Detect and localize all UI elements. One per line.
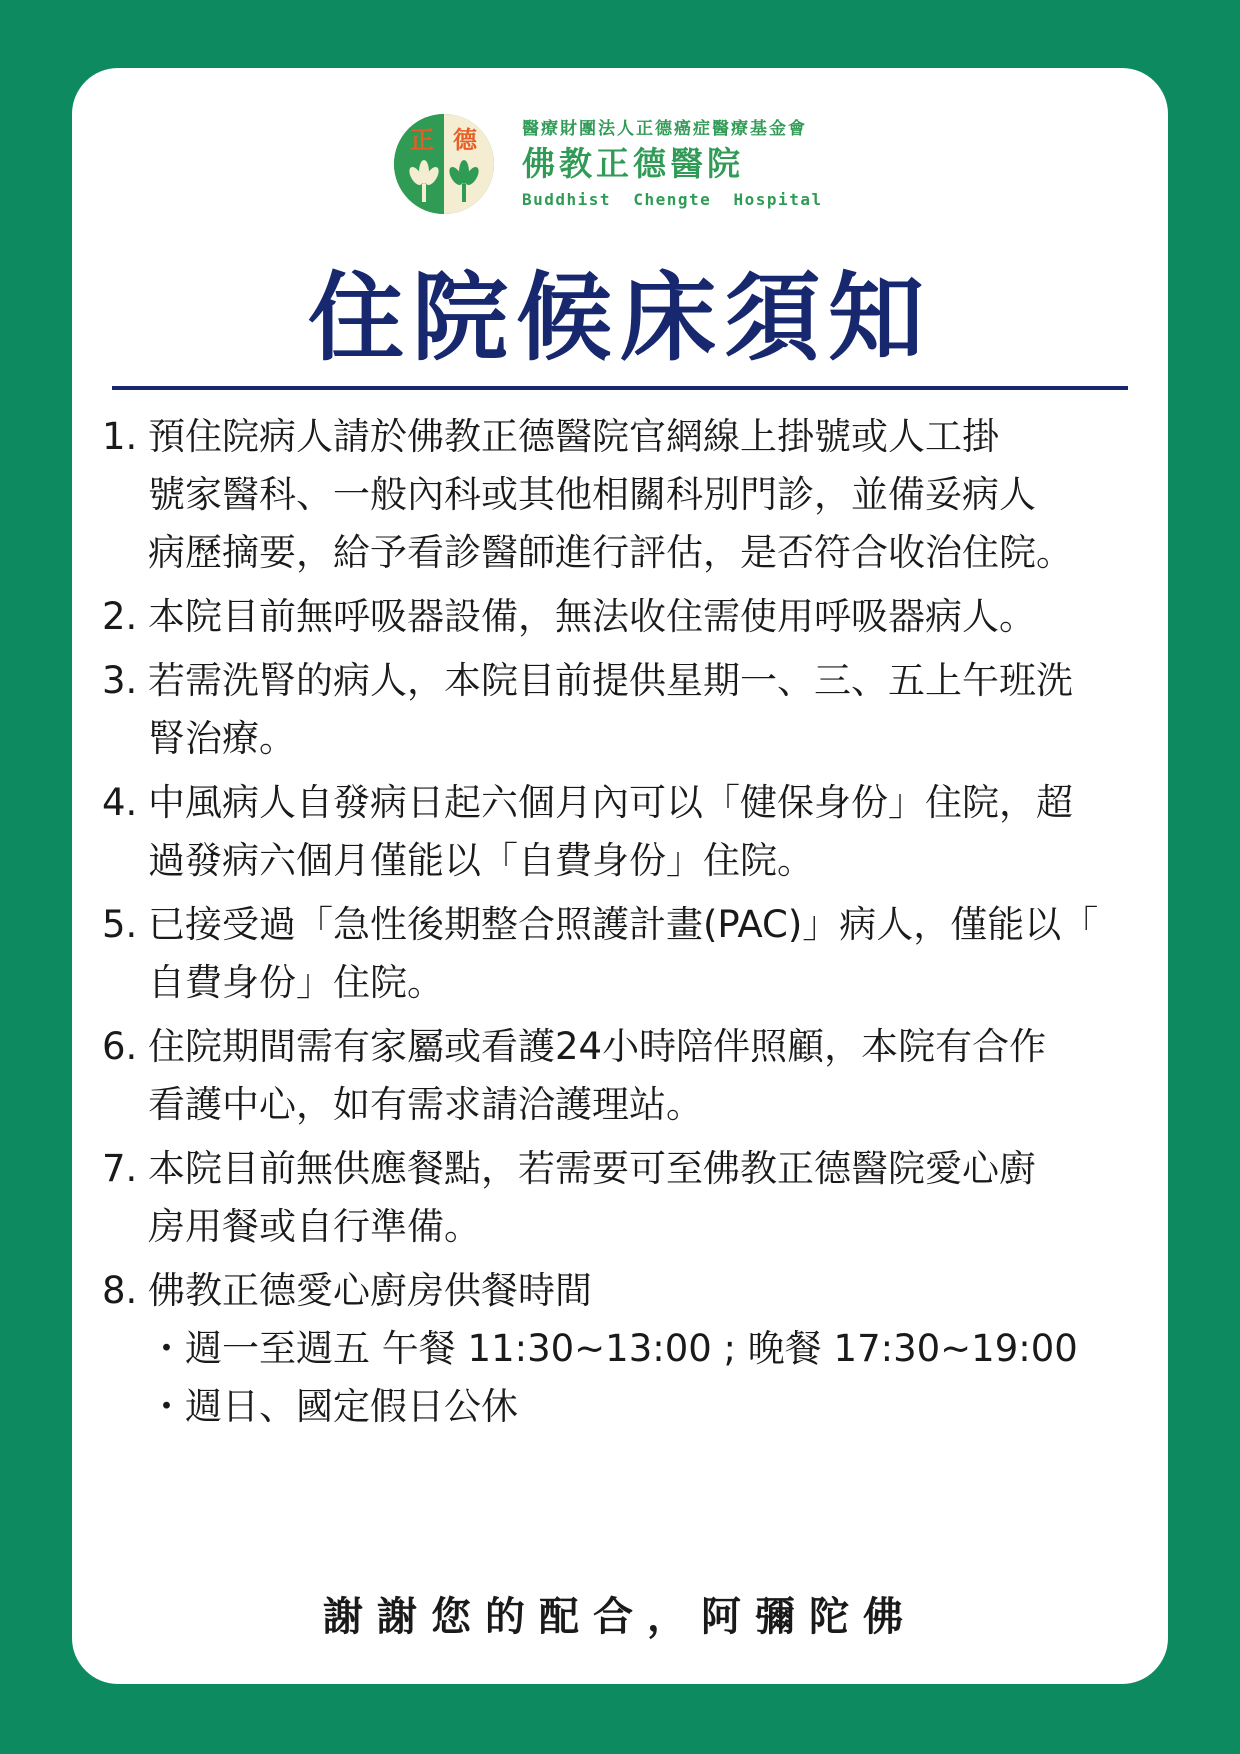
item-number: 8. xyxy=(102,1269,138,1312)
item-text xyxy=(140,1140,1152,1256)
item-text xyxy=(140,408,1152,582)
logo-text xyxy=(522,118,823,210)
footer-thanks: 謝謝您的配合，阿彌陀佛 xyxy=(323,1593,917,1640)
item-text xyxy=(140,774,1152,890)
item-line: 預住院病人請於佛教正德醫院官網線上掛號或人工掛 xyxy=(148,415,999,458)
item-line: 本院目前無呼吸器設備，無法收住需使用呼吸器病人。 xyxy=(148,595,1036,638)
item-line: 已接受過「急性後期整合照護計畫(PAC)」病人，僅能以「 xyxy=(148,903,1099,946)
list-item xyxy=(102,1140,1152,1256)
item-line: 若需洗腎的病人，本院目前提供星期一、三、五上午班洗 xyxy=(148,659,1073,702)
item-text xyxy=(140,1018,1152,1134)
item-line: 號家醫科、一般內科或其他相關科別門診，並備妥病人 xyxy=(148,473,1036,516)
list-item xyxy=(102,588,1152,646)
item-line: 過發病六個月僅能以「自費身份」住院。 xyxy=(148,839,814,882)
hospital-name-en: Buddhist Chengte Hospital xyxy=(522,190,823,209)
notice-list xyxy=(102,408,1152,1442)
page-title: 住院候床須知 xyxy=(308,261,932,374)
meal-time-weekday: ・週一至週五 午餐 11:30~13:00 ; 晚餐 17:30~19:00 xyxy=(148,1327,1078,1370)
item-text xyxy=(140,588,1152,646)
foundation-name: 醫療財團法人正德癌症醫療基金會 xyxy=(522,119,807,139)
item-line: 中風病人自發病日起六個月內可以「健保身份」住院，超 xyxy=(148,781,1073,824)
list-item xyxy=(102,896,1152,1012)
item-line: 房用餐或自行準備。 xyxy=(148,1205,481,1248)
item-line: 腎治療。 xyxy=(148,717,296,760)
title-divider xyxy=(112,386,1128,390)
item-line: 住院期間需有家屬或看護24小時陪伴照顧，本院有合作 xyxy=(148,1025,1047,1068)
lotus-icon xyxy=(392,112,496,216)
notice-card xyxy=(72,68,1168,1684)
item-number: 7. xyxy=(102,1147,138,1190)
item-number: 1. xyxy=(102,415,138,458)
item-text xyxy=(140,896,1152,1012)
item-number: 3. xyxy=(102,659,138,702)
item-text xyxy=(140,652,1152,768)
item-line: 佛教正德愛心廚房供餐時間 xyxy=(148,1269,592,1312)
hospital-logo xyxy=(392,112,823,216)
list-item xyxy=(102,1018,1152,1134)
item-number: 5. xyxy=(102,903,138,946)
emblem-char-right: 德 xyxy=(453,126,477,154)
item-text xyxy=(140,1262,1152,1436)
list-item xyxy=(102,652,1152,768)
item-number: 6. xyxy=(102,1025,138,1068)
list-item xyxy=(102,774,1152,890)
item-number: 2. xyxy=(102,595,138,638)
list-item xyxy=(102,1262,1152,1436)
hospital-name-zh: 佛教正德醫院 xyxy=(522,144,744,183)
list-item xyxy=(102,408,1152,582)
item-line: 自費身份」住院。 xyxy=(148,961,444,1004)
item-number: 4. xyxy=(102,781,138,824)
item-line: 本院目前無供應餐點，若需要可至佛教正德醫院愛心廚 xyxy=(148,1147,1036,1190)
meal-time-holiday: ・週日、國定假日公休 xyxy=(148,1385,518,1428)
item-line: 看護中心，如有需求請洽護理站。 xyxy=(148,1083,703,1126)
emblem-char-left: 正 xyxy=(410,126,434,154)
item-line: 病歷摘要，給予看診醫師進行評估，是否符合收治住院。 xyxy=(148,531,1073,574)
